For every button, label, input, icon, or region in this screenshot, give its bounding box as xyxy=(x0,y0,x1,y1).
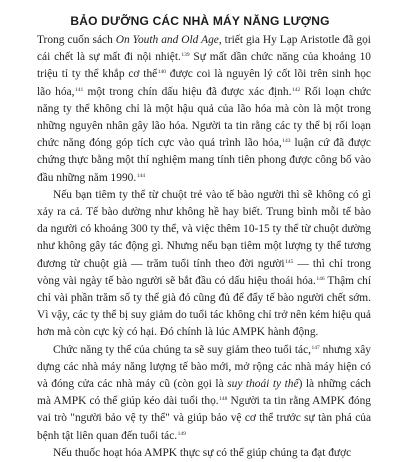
page-title: BẢO DƯỠNG CÁC NHÀ MÁY NĂNG LƯỢNG xyxy=(70,14,330,28)
text-run: được coi là nguyên lý cốt lõi trên sinh học lão hóa, xyxy=(37,68,371,98)
text-run: Sự mất dần chức năng của khoảng 10 triệu tỉ ty thể khắp cơ thể xyxy=(37,51,371,81)
footnote-ref: 141 xyxy=(74,86,84,93)
text-run: ) là những cách mà AMPK có thể giúp kéo dài tuổi thọ. xyxy=(37,378,372,408)
body-text xyxy=(37,32,371,462)
text-run: Thậm chí chỉ vài phần trăm số ty thể già đó cũng đủ để đẩy tế bào người chết sớm. Vì vậy, các ty thể bị suy giảm do tuổi tác không chỉ trở nên kém hiệu quả hơn mà còn cực kỳ có hại. Đó chính là lúc AMPK hành động. xyxy=(37,274,371,339)
italic-text: On Youth and Old Age xyxy=(115,34,219,46)
footnote-ref: 148 xyxy=(219,396,228,403)
footnote-ref: 147 xyxy=(311,344,320,351)
text-run: Trong cuốn sách xyxy=(37,34,116,46)
text-run: luận cứ đã được chứng thực bằng một thí nghiệm mang tính tiên phong được công bố vào đầu những năm 1990. xyxy=(37,137,371,184)
italic-text: suy thoái ty thể xyxy=(227,378,299,391)
text-run: Nếu thuốc hoạt hóa AMPK thực sự có thể giúp chúng ta đạt được xyxy=(53,446,352,459)
paragraph xyxy=(37,342,371,445)
footnote-ref: 146 xyxy=(316,275,325,282)
text-run: Người ta tin rằng AMPK đóng vai trò "người bảo vệ ty thể" và giúp bảo vệ cơ thể trước sự tàn phá của bệnh tật liên quan đến tuổi tác. xyxy=(37,395,371,442)
footnote-ref: 143 xyxy=(282,138,291,145)
footnote-ref: 139 xyxy=(181,52,190,59)
paragraph xyxy=(37,187,371,342)
text-run: , triết gia Hy Lạp Aristotle đã gọi cái chết là sự mất đi nội nhiệt. xyxy=(37,34,371,64)
footnote-ref: 145 xyxy=(285,258,294,265)
footnote-ref: 142 xyxy=(291,86,301,93)
paragraph xyxy=(37,32,371,187)
text-run: Chức năng ty thể của chúng ta sẽ suy giảm theo tuổi tác, xyxy=(53,343,311,356)
paragraph xyxy=(37,445,371,462)
text-run: nhưng xây dựng các nhà máy năng lượng tế bào mới, mở rộng các nhà máy hiện có và đóng cửa các nhà máy cũ (còn gọi là xyxy=(37,343,371,391)
text-run: — thì chỉ trong vòng vài ngày tế bào người sẽ bắt đầu có dấu hiệu thoái hóa. xyxy=(37,257,371,287)
text-run: một trong chín dấu hiệu đã được xác định. xyxy=(83,85,292,98)
footnote-ref: 149 xyxy=(177,430,186,437)
text-run: Nếu bạn tiêm ty thể từ chuột trẻ vào tế bào người thì sẽ không có gì xảy ra cả. Tế bào dường như không hề hay biết. Trung bình mỗi tế bào da người có khoảng 300 ty thể, và việc thêm 10-15 ty thể từ chuột dường như không gây tác động gì. Nhưng nếu bạn tiêm một lượng ty thể tương đương từ chuột già — trăm tuổi tính theo đời người xyxy=(37,188,371,270)
text-run: Rối loạn chức năng ty thể không chỉ là một hậu quả của lão hóa mà còn là một trong những nguyên nhân gây lão hóa. Người ta tin rằng các ty thể bị rối loạn chức năng đóng góp tích cực vào quá trình lão hóa, xyxy=(37,85,372,150)
footnote-ref: 140 xyxy=(157,69,166,76)
footnote-ref: 144 xyxy=(136,172,145,179)
